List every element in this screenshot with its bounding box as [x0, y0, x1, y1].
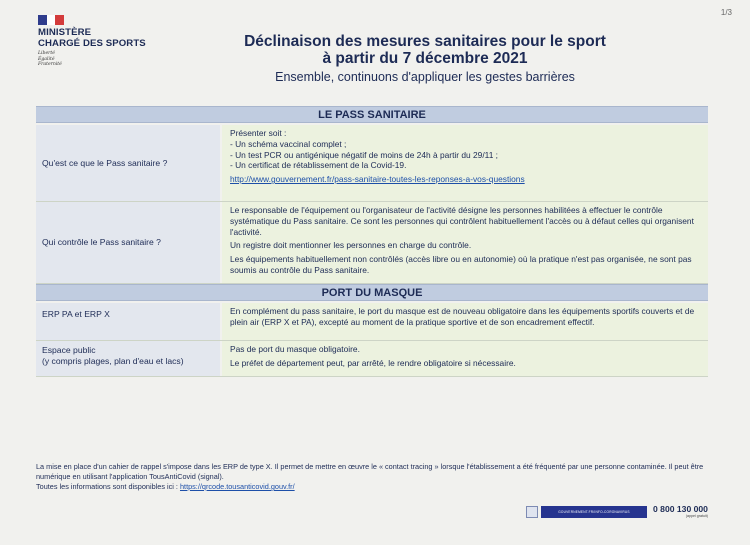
section-heading-pass-sanitaire: LE PASS SANITAIRE: [36, 106, 708, 123]
paragraph: Les équipements habituellement non contrôlés (accès libre ou en autonomie) où la pratique n'est pas organisée, ne sont pas soumis au contrôle du Pass sanitaire.: [230, 254, 692, 275]
paragraph: Un registre doit mentionner les personnes en charge du contrôle.: [230, 240, 472, 251]
subtitle: Ensemble, continuons d'appliquer les gestes barrières: [275, 70, 575, 84]
motto-liberte: Liberté: [38, 51, 55, 56]
footer-text: La mise en place d'un cahier de rappel s'impose dans les ERP de type X. Il permet de mettre en œuvre le « contact tracing » lorsque l'établissement a été fréquenté par une personne contaminée. Il peut être numérique en utilisant l'application TousAntiCovid (signal).: [36, 462, 704, 481]
qr-code-icon: [526, 506, 538, 518]
title-line2: à partir du 7 décembre 2021: [322, 50, 528, 67]
row-content: [222, 341, 708, 376]
list-item: - Un schéma vaccinal complet ;: [230, 138, 347, 149]
page-number: 1/3: [720, 8, 732, 17]
ministry-name-line2: CHARGÉ DES SPORTS: [38, 37, 146, 49]
row-label: Qui contrôle le Pass sanitaire ?: [36, 202, 222, 283]
list-item: - Un certificat de rétablissement de la Covid-19.: [230, 160, 407, 171]
content-line2: Le préfet de département peut, par arrêté, le rendre obligatoire si nécessaire.: [230, 357, 516, 368]
footer-note: [36, 462, 716, 492]
row-label-line1: Espace public: [42, 345, 96, 355]
row-label: [36, 341, 222, 376]
tousanticovid-link[interactable]: https://qrcode.tousanticovid.gouv.fr/: [179, 482, 295, 491]
table-row: [36, 202, 708, 284]
table-row: [36, 125, 708, 202]
ministry-logo: [38, 15, 158, 68]
pass-sanitaire-link[interactable]: http://www.gouvernement.fr/pass-sanitaire-toutes-les-reponses-a-vos-questions: [230, 174, 525, 185]
intro-text: Présenter soit :: [230, 128, 287, 138]
motto: [38, 51, 158, 68]
row-content: [222, 202, 708, 283]
paragraph: Le responsable de l'équipement ou l'organisateur de l'activité désigne les personnes habilitées à effectuer le contrôle systématique du Pass sanitaire. Ce sont les personnes qui contrôlent habituellement l'accès ou à défaut celles qui organisent l'activité.: [230, 205, 694, 237]
measures-tables: [36, 106, 708, 377]
section-heading-port-du-masque: PORT DU MASQUE: [36, 284, 708, 301]
french-flag-icon: [38, 15, 64, 25]
phone-number: 0 800 130 000: [653, 504, 708, 514]
row-label: ERP PA et ERP X: [36, 303, 222, 340]
bottom-band: [526, 505, 708, 519]
row-content: En complément du pass sanitaire, le port du masque est de nouveau obligatoire dans les équipements sportifs couverts et de plein air (ERP X et PA), excepté au moment de la pratique sportive et de son encadrement effectif.: [222, 303, 708, 340]
content-line1: Pas de port du masque obligatoire.: [230, 344, 360, 354]
footer-info-prefix: Toutes les informations sont disponibles ici :: [36, 482, 180, 491]
row-label-line2: (y compris plages, plan d'eau et lacs): [42, 356, 184, 366]
document-header: [200, 33, 650, 85]
footer-info: [36, 482, 716, 492]
row-label: Qu'est ce que le Pass sanitaire ?: [36, 125, 222, 201]
ministry-name-line1: MINISTÈRE: [38, 27, 92, 38]
row-content: [222, 125, 708, 201]
table-row: [36, 341, 708, 377]
table-row: [36, 303, 708, 341]
motto-egalite: Égalité: [38, 56, 55, 62]
government-info-bar: GOUVERNEMENT.FR/INFO-CORONAVIRUS: [541, 506, 647, 518]
motto-fraternite: Fraternité: [38, 62, 62, 68]
list-item: - Un test PCR ou antigénique négatif de moins de 24h à partir du 29/11 ;: [230, 149, 499, 160]
phone-note: (appel gratuit): [685, 514, 708, 518]
phone-block: [653, 505, 708, 519]
title-line1: Déclinaison des mesures sanitaires pour le sport: [244, 33, 606, 50]
